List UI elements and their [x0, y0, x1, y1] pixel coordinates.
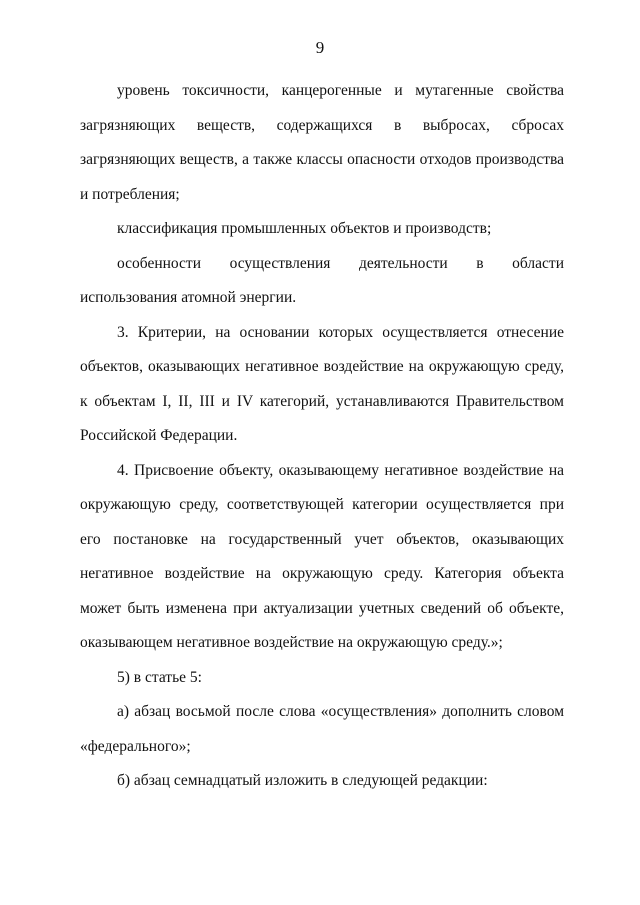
- paragraph-category-assignment: 4. Присвоение объекту, оказывающему негативное воздействие на окружающую среду, соответствующей категории осуществляется при его постановке на государственный учет объектов, оказывающих негативное воздействие на окружающую среду. Категория объекта может быть изменена при актуализации учетных сведений об объекте, оказывающем негативное воздействие на окружающую среду.»;: [80, 461, 564, 651]
- paragraph-classification: классификация промышленных объектов и производств;: [117, 220, 492, 237]
- paragraph-criteria: 3. Критерии, на основании которых осуществляется отнесение объектов, оказывающих негативное воздействие на окружающую среду, к объектам I, II, III и IV категорий, устанавливаются Правительством Российской Федерации.: [80, 323, 564, 444]
- paragraph-atomic-energy: особенности осуществления деятельности в области использования атомной энергии.: [80, 254, 564, 306]
- paragraph-toxicity: уровень токсичности, канцерогенные и мутагенные свойства загрязняющих веществ, содержащихся в выбросах, сбросах загрязняющих веществ, а также классы опасности отходов производства и потребления;: [80, 82, 564, 203]
- paragraph-item-b: б) абзац семнадцатый изложить в следующей редакции:: [117, 772, 488, 789]
- paragraph-article-5: 5) в статье 5:: [117, 668, 202, 686]
- paragraph-item-a: а) абзац восьмой после слова «осуществления» дополнить словом «федерального»;: [80, 703, 564, 755]
- page-number: 9: [315, 38, 325, 57]
- document-body: [80, 74, 564, 799]
